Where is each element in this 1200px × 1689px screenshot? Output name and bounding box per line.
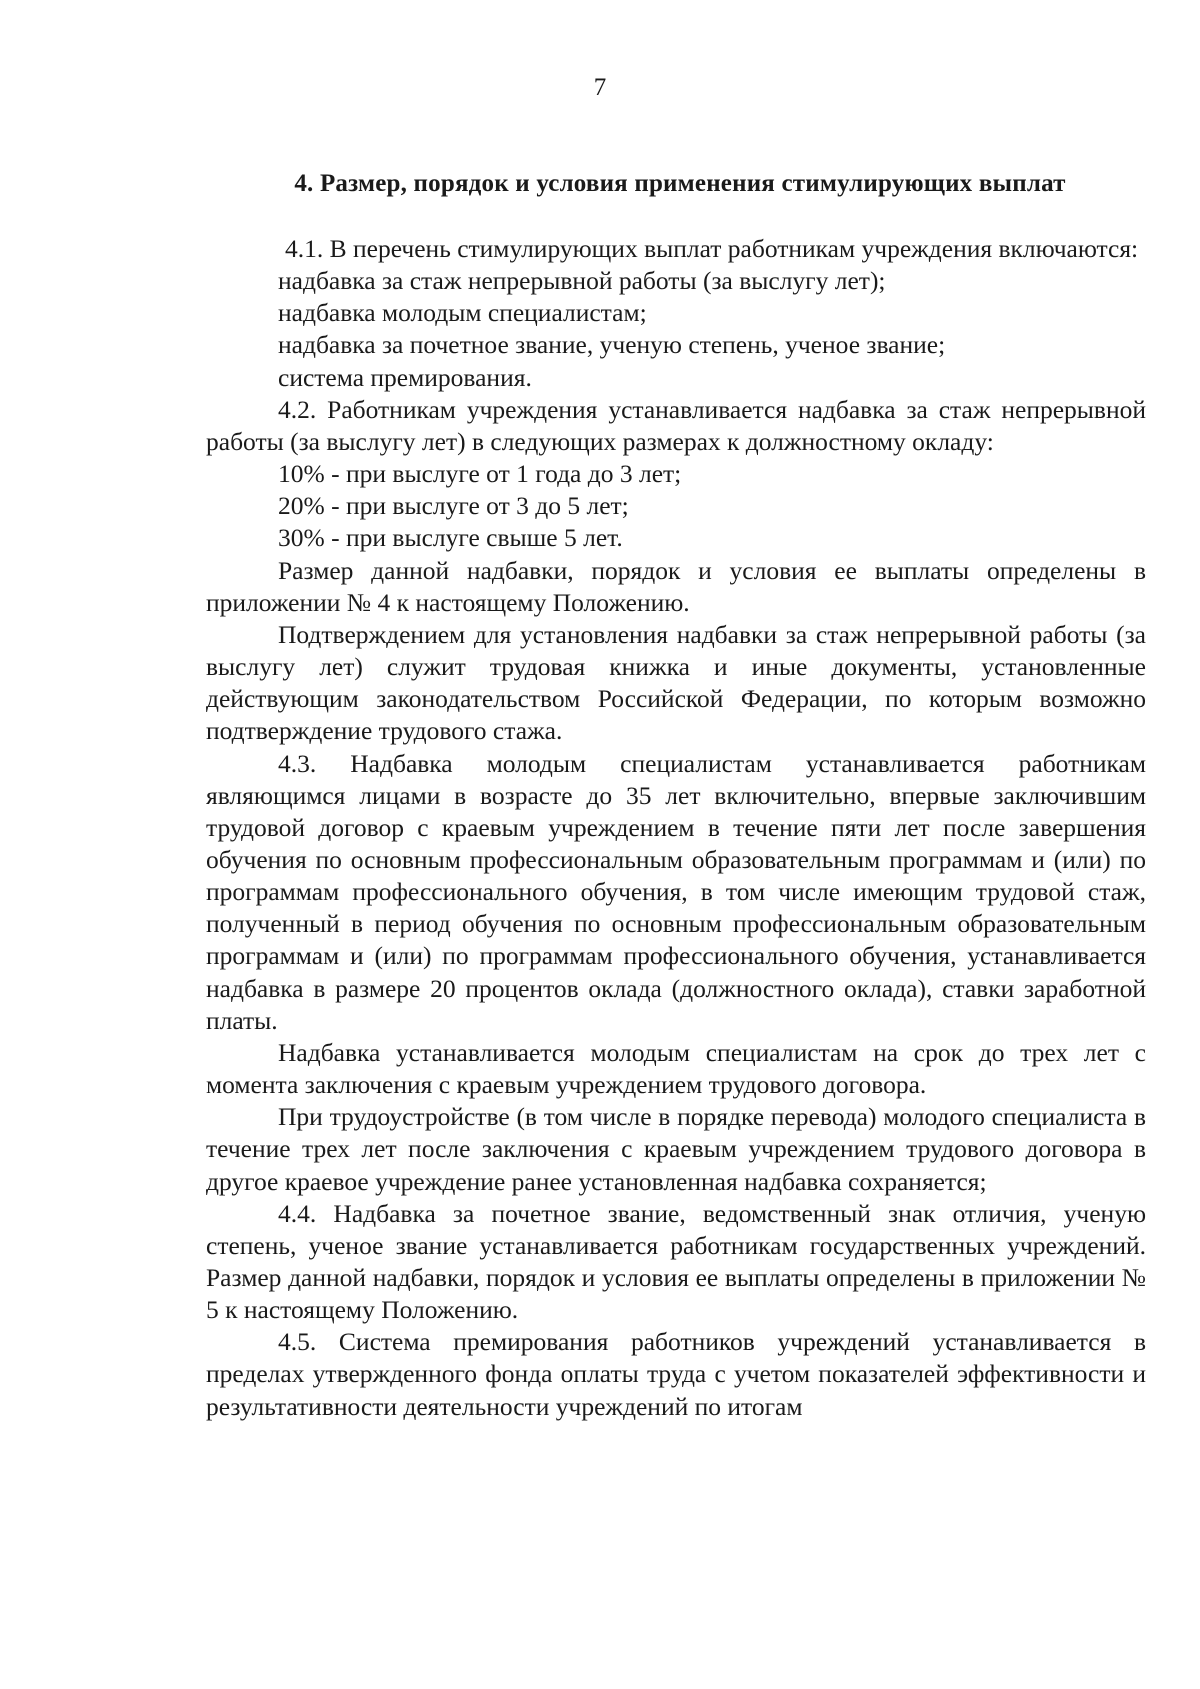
section-heading: 4. Размер, порядок и условия применения стимулирующих выплат <box>294 170 1066 197</box>
rate-20-percent: 20% - при выслуге от 3 до 5 лет; <box>278 491 629 521</box>
document-body <box>206 233 1146 1423</box>
list-item-length-of-service: надбавка за стаж непрерывной работы (за выслугу лет); <box>278 266 886 296</box>
paragraph-4-4: 4.4. Надбавка за почетное звание, ведомственный знак отличия, ученую степень, ученое звание устанавливается работникам государственных учреждений. Размер данной надбавки, порядок и условия ее выплаты определены в приложении № 5 к настоящему Положению. <box>206 1198 1146 1325</box>
paragraph-4-1: 4.1. В перечень стимулирующих выплат работникам учреждения включаются: <box>285 234 1139 263</box>
page-number: 7 <box>593 74 607 101</box>
paragraph-appendix-4: Размер данной надбавки, порядок и условия ее выплаты определены в приложении № 4 к настоящему Положению. <box>206 555 1146 617</box>
paragraph-transfer: При трудоустройстве (в том числе в порядке перевода) молодого специалиста в течение трех лет после заключения с краевым учреждением трудового договора в другое краевое учреждение ранее установленная надбавка сохраняется; <box>206 1102 1146 1196</box>
paragraph-confirmation: Подтверждением для установления надбавки за стаж непрерывной работы (за выслугу лет) служит трудовая книжка и иные документы, установленные действующим законодательством Российской Федерации, по которым возможно подтверждение трудового стажа. <box>206 619 1146 746</box>
paragraph-4-3: 4.3. Надбавка молодым специалистам устанавливается работникам являющимся лицами в возрасте до 35 лет включительно, впервые заключившим трудовой договор с краевым учреждением в течение пяти лет после завершения обучения по основным профессиональным образовательным программам и (или) по программам профессионального обучения, в том числе имеющим трудовой стаж, полученный в период обучения по основным профессиональным образовательным программам и (или) по программам профессионального обучения, устанавливается надбавка в размере 20 процентов оклада (должностного оклада), ставки заработной платы. <box>206 748 1146 1035</box>
paragraph-4-2: 4.2. Работникам учреждения устанавливается надбавка за стаж непрерывной работы (за выслугу лет) в следующих размерах к должностному окладу: <box>206 394 1146 456</box>
list-item-bonus-system: система премирования. <box>278 362 532 392</box>
paragraph-term: Надбавка устанавливается молодым специалистам на срок до трех лет с момента заключения с краевым учреждением трудового договора. <box>206 1037 1146 1100</box>
list-item-young-specialists: надбавка молодым специалистам; <box>278 298 647 328</box>
rate-30-percent: 30% - при выслуге свыше 5 лет. <box>278 523 623 553</box>
rate-10-percent: 10% - при выслуге от 1 года до 3 лет; <box>278 459 682 489</box>
paragraph-4-5: 4.5. Система премирования работников учреждений устанавливается в пределах утвержденного фонда оплаты труда с учетом показателей эффективности и результативности деятельности учреждений по итогам <box>206 1327 1146 1421</box>
list-item-honorary-title: надбавка за почетное звание, ученую степень, ученое звание; <box>278 330 946 360</box>
